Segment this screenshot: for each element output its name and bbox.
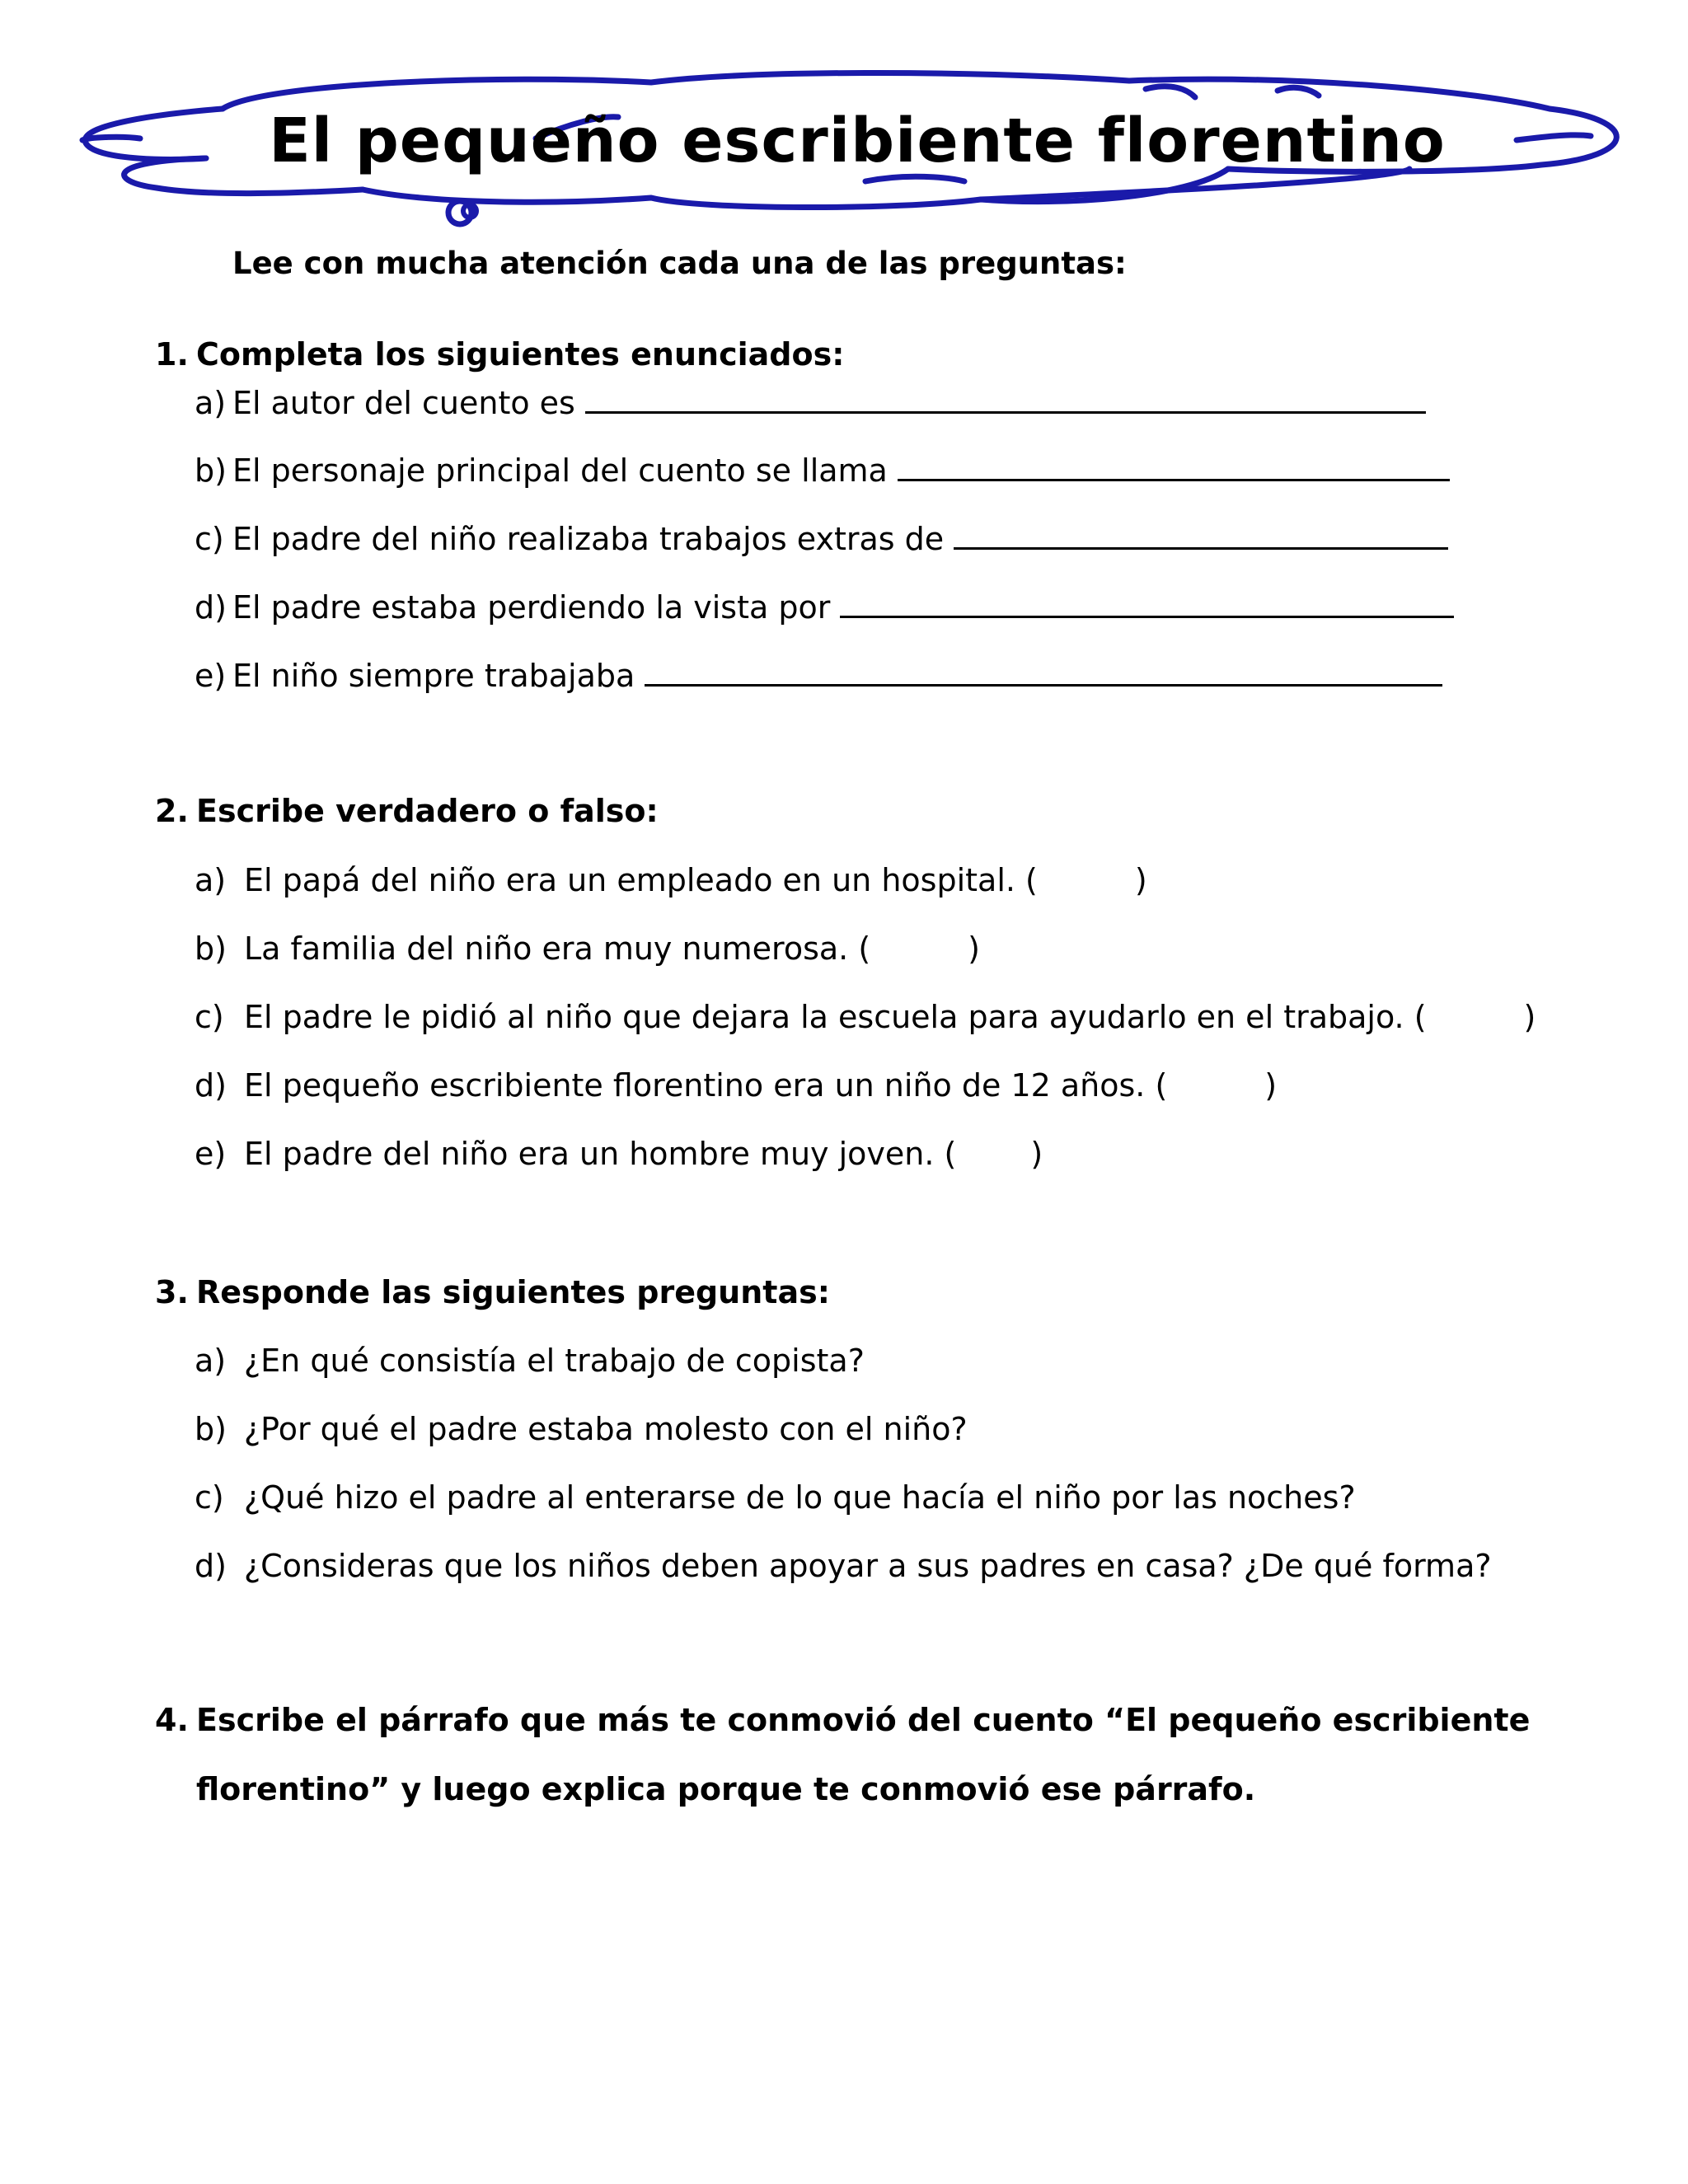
q2-item-e bbox=[195, 1136, 1043, 1172]
close-paren: ) bbox=[1523, 999, 1536, 1035]
q2-item-b bbox=[195, 930, 980, 967]
q2-item-a bbox=[195, 862, 1147, 898]
q2-number: 2. bbox=[155, 793, 189, 829]
item-text: El pequeño escribiente florentino era un niño de 12 años. ( bbox=[244, 1067, 1168, 1104]
q1-heading-text: Completa los siguientes enunciados: bbox=[196, 336, 845, 373]
item-letter: d) bbox=[195, 1067, 227, 1104]
q2-heading bbox=[155, 793, 659, 829]
item-letter: a) bbox=[195, 1343, 227, 1379]
page-title: El pequeño escribiente florentino bbox=[269, 105, 1446, 176]
q4-line2: florentino” y luego explica porque te conmovió ese párrafo. bbox=[196, 1771, 1256, 1807]
item-letter: c) bbox=[195, 999, 224, 1035]
item-text: El autor del cuento es bbox=[232, 385, 575, 421]
q3-item-c bbox=[195, 1479, 1356, 1516]
item-text: El personaje principal del cuento se llama bbox=[232, 452, 888, 489]
item-text: ¿En qué consistía el trabajo de copista? bbox=[244, 1343, 865, 1379]
q3-heading-text: Responde las siguientes preguntas: bbox=[196, 1274, 830, 1310]
q4-number: 4. bbox=[155, 1702, 189, 1738]
item-letter: c) bbox=[195, 521, 224, 557]
q1-heading bbox=[155, 336, 844, 373]
item-letter: a) bbox=[195, 862, 227, 898]
q3-item-a bbox=[195, 1343, 865, 1379]
answer-blank[interactable] bbox=[585, 383, 1426, 414]
q3-item-b bbox=[195, 1411, 968, 1447]
item-text: El papá del niño era un empleado en un hospital. ( bbox=[244, 862, 1038, 898]
item-letter: e) bbox=[195, 658, 227, 694]
q1-number: 1. bbox=[155, 336, 189, 373]
item-letter: d) bbox=[195, 1548, 227, 1584]
title-cloud bbox=[74, 58, 1640, 247]
item-letter: b) bbox=[195, 452, 227, 489]
item-text: ¿Qué hizo el padre al enterarse de lo que hacía el niño por las noches? bbox=[244, 1479, 1356, 1516]
q1-item-a bbox=[195, 383, 1426, 421]
q2-item-c bbox=[195, 999, 1536, 1035]
item-letter: b) bbox=[195, 930, 227, 967]
item-text: El padre estaba perdiendo la vista por bbox=[232, 589, 831, 626]
q4-line1: Escribe el párrafo que más te conmovió del cuento “El pequeño escribiente bbox=[196, 1702, 1531, 1738]
q3-item-d bbox=[195, 1548, 1492, 1584]
item-text: El niño siempre trabajaba bbox=[232, 658, 635, 694]
answer-blank[interactable] bbox=[840, 588, 1454, 618]
q2-heading-text: Escribe verdadero o falso: bbox=[196, 793, 659, 829]
close-paren: ) bbox=[968, 930, 980, 967]
q1-item-c bbox=[195, 519, 1448, 557]
item-letter: b) bbox=[195, 1411, 227, 1447]
item-letter: a) bbox=[195, 385, 227, 421]
q1-item-d bbox=[195, 588, 1454, 626]
q1-item-b bbox=[195, 451, 1450, 489]
q4-block bbox=[155, 1685, 1530, 1824]
answer-blank[interactable] bbox=[645, 656, 1442, 687]
item-text: El padre del niño era un hombre muy joven. ( bbox=[244, 1136, 957, 1172]
answer-blank[interactable] bbox=[898, 451, 1450, 481]
item-text: El padre del niño realizaba trabajos extras de bbox=[232, 521, 945, 557]
close-paren: ) bbox=[1134, 862, 1147, 898]
close-paren: ) bbox=[1030, 1136, 1043, 1172]
item-text: ¿Consideras que los niños deben apoyar a sus padres en casa? ¿De qué forma? bbox=[244, 1548, 1492, 1584]
item-text: La familia del niño era muy numerosa. ( bbox=[244, 930, 871, 967]
q1-item-e bbox=[195, 656, 1442, 694]
q3-heading bbox=[155, 1274, 830, 1310]
q3-number: 3. bbox=[155, 1274, 189, 1310]
item-letter: d) bbox=[195, 589, 227, 626]
item-text: ¿Por qué el padre estaba molesto con el niño? bbox=[244, 1411, 968, 1447]
item-text: El padre le pidió al niño que dejara la escuela para ayudarlo en el trabajo. ( bbox=[244, 999, 1427, 1035]
item-letter: e) bbox=[195, 1136, 227, 1172]
item-letter: c) bbox=[195, 1479, 224, 1516]
answer-blank[interactable] bbox=[954, 519, 1448, 550]
close-paren: ) bbox=[1264, 1067, 1278, 1104]
q2-item-d bbox=[195, 1067, 1277, 1104]
instruction-text: Lee con mucha atención cada una de las preguntas: bbox=[232, 246, 1127, 281]
